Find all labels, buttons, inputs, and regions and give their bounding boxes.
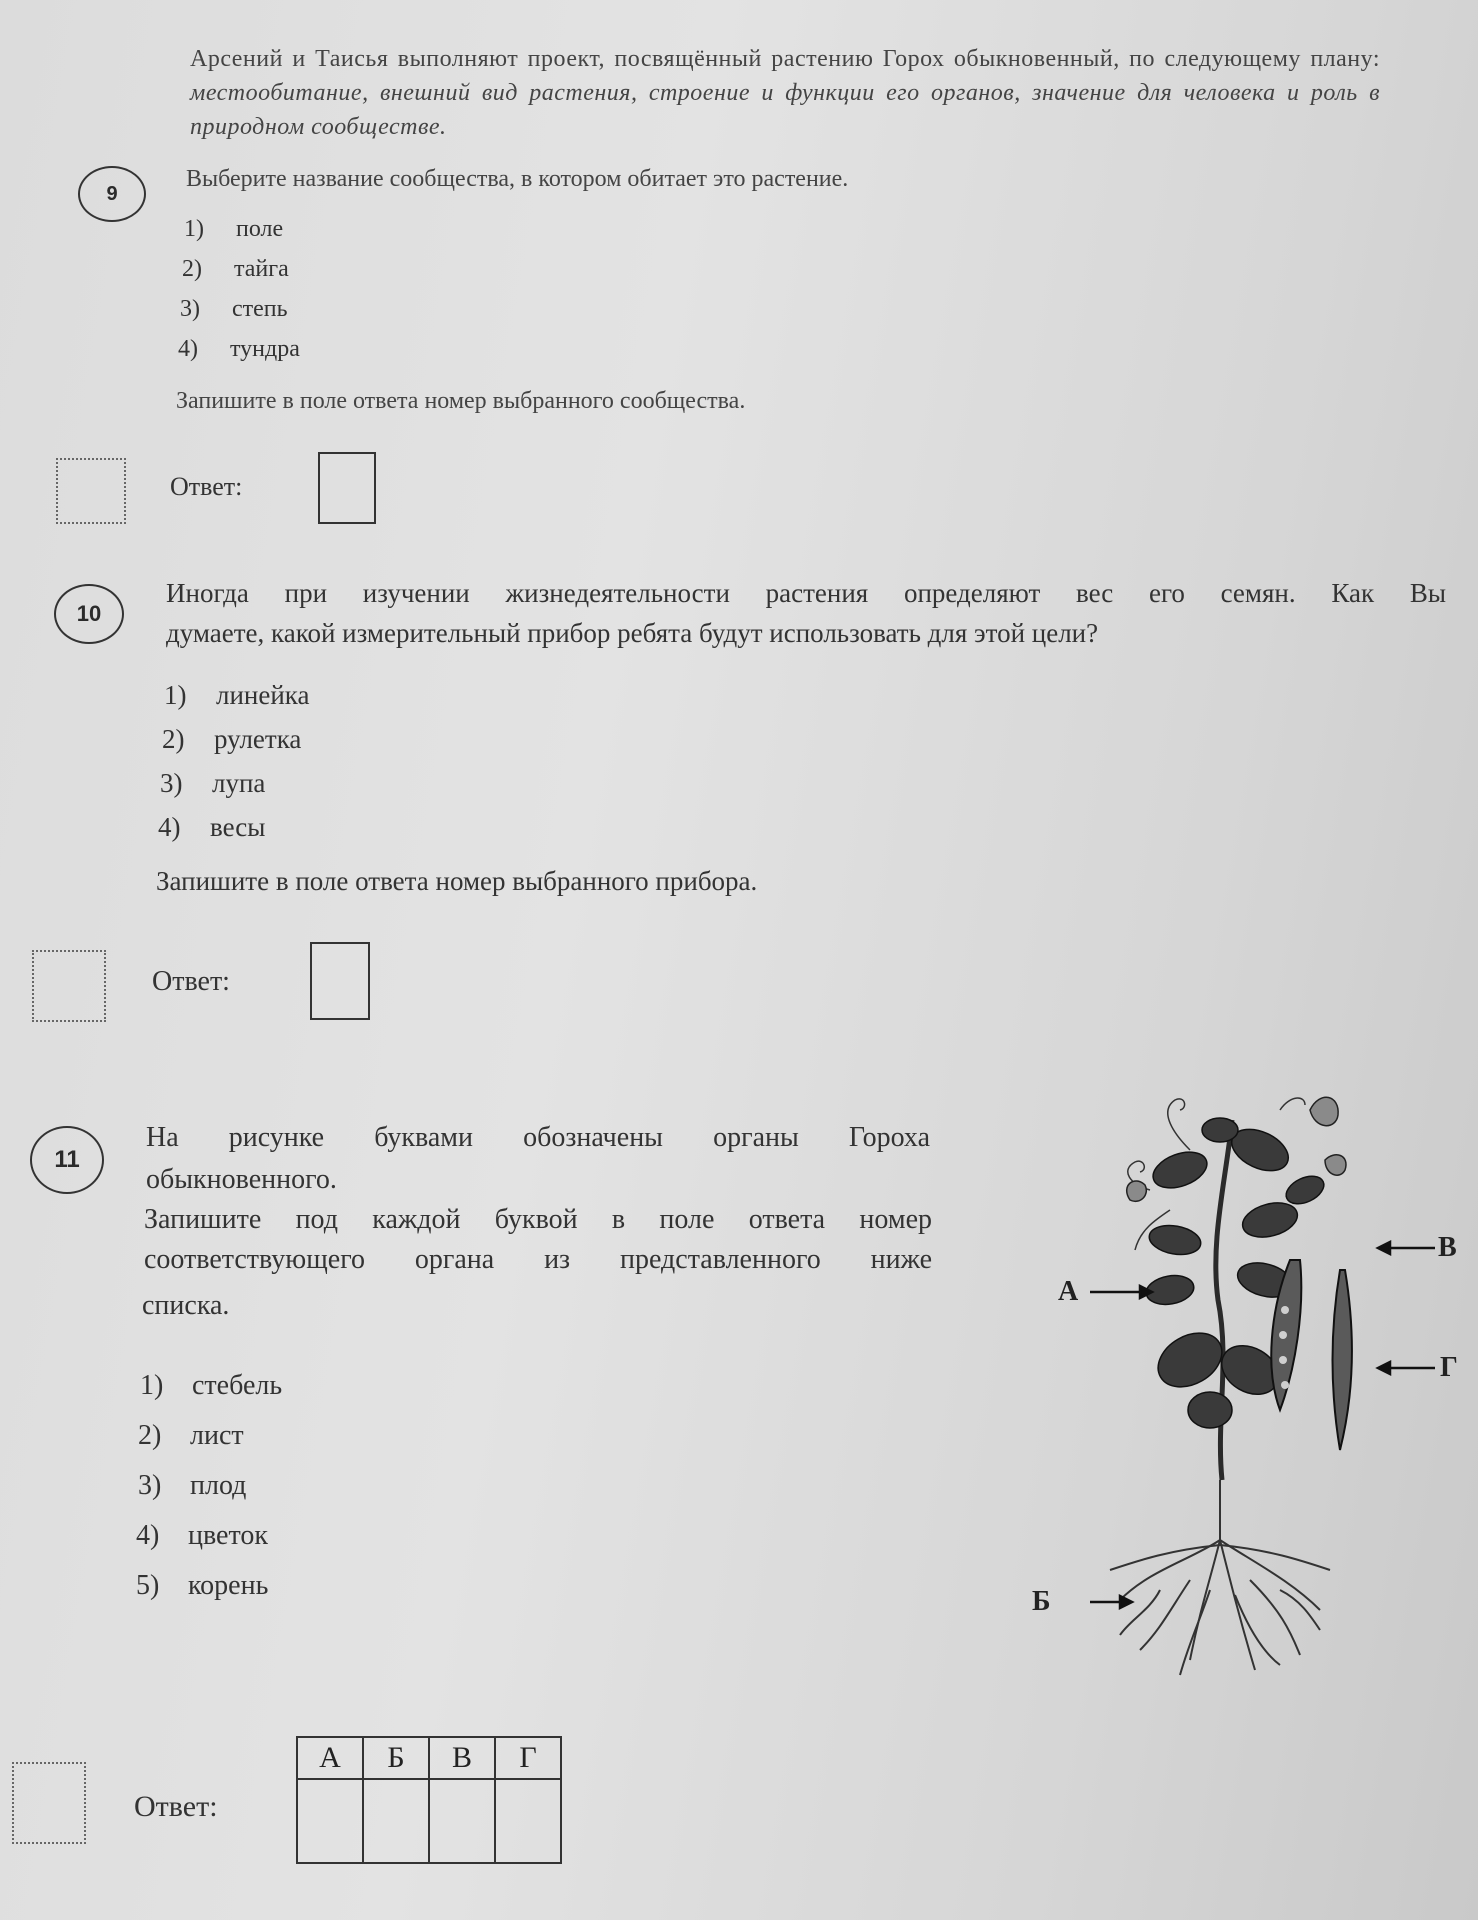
q10-option-1[interactable]: 1) линейка — [164, 680, 310, 710]
answer-header-v: В — [429, 1737, 495, 1779]
answer-table-input-row — [297, 1779, 561, 1863]
question-10-line-2: думаете, какой измерительный прибор ребята будут использовать для этой цели? — [166, 618, 1099, 648]
answer-cell-v[interactable] — [429, 1779, 495, 1863]
answer-cell-a[interactable] — [297, 1779, 363, 1863]
q10-score-box — [32, 950, 106, 1022]
q9-option-3[interactable]: 3) степь — [180, 296, 288, 322]
question-11-line-4: соответствующего органа из представленного ниже — [144, 1244, 932, 1275]
question-9-number: 9 — [78, 166, 146, 222]
q9-option-1[interactable]: 1) поле — [184, 216, 284, 242]
figure-label-g: Г — [1440, 1352, 1458, 1383]
figure-label-a: А — [1058, 1276, 1079, 1307]
intro-plain: Арсений и Таисья выполняют проект, посвящённый растению Горох обыкновенный, по следующему плану: — [190, 46, 1380, 72]
question-11-line-2: обыкновенного. — [146, 1164, 337, 1195]
question-10-line-1: Иногда при изучении жизнедеятельности растения определяют вес его семян. Как Вы — [166, 578, 1446, 608]
question-11-line-1: На рисунке буквами обозначены органы Гороха — [146, 1122, 930, 1153]
q10-option-3[interactable]: 3) лупа — [160, 768, 266, 798]
q9-option-2[interactable]: 2) тайга — [182, 256, 289, 282]
q11-option-5: 5) корень — [136, 1570, 269, 1601]
roots-drawing — [1110, 1480, 1330, 1675]
question-11-line-5: списка. — [142, 1290, 230, 1321]
figure-label-v: В — [1438, 1232, 1457, 1263]
q11-option-1: 1) стебель — [140, 1370, 283, 1401]
q9-answer-label: Ответ: — [170, 472, 243, 501]
q9-option-4[interactable]: 4) тундра — [178, 336, 300, 362]
answer-header-b: Б — [363, 1737, 429, 1779]
q10-answer-field[interactable] — [310, 942, 370, 1020]
q11-option-4: 4) цветок — [136, 1520, 268, 1551]
answer-cell-b[interactable] — [363, 1779, 429, 1863]
q10-instruction: Запишите в поле ответа номер выбранного прибора. — [156, 866, 758, 896]
q11-option-3: 3) плод — [138, 1470, 247, 1501]
answer-header-a: А — [297, 1737, 363, 1779]
intro-italic: местообитание, внешний вид растения, строение и функции его органов, значение для человека и роль в природном сообществе. — [190, 80, 1380, 140]
question-10-number: 10 — [54, 584, 124, 644]
q10-option-4[interactable]: 4) весы — [158, 812, 266, 842]
intro-paragraph — [190, 42, 1380, 144]
q9-score-box — [56, 458, 126, 524]
answer-cell-g[interactable] — [495, 1779, 561, 1863]
answer-table-header-row — [297, 1737, 561, 1779]
q11-option-2: 2) лист — [138, 1420, 244, 1451]
pods-drawing — [1271, 1260, 1352, 1450]
q11-answer-table — [296, 1736, 562, 1864]
question-11-line-3: Запишите под каждой буквой в поле ответа номер — [144, 1204, 932, 1235]
label-arrows — [1090, 1242, 1435, 1608]
question-11-number: 11 — [30, 1126, 104, 1194]
q11-score-box — [12, 1762, 86, 1844]
pea-plant-figure — [1040, 1090, 1470, 1690]
q9-answer-field[interactable] — [318, 452, 376, 524]
answer-header-g: Г — [495, 1737, 561, 1779]
q11-answer-label: Ответ: — [134, 1790, 218, 1823]
q9-instruction: Запишите в поле ответа номер выбранного сообщества. — [176, 388, 746, 414]
q10-answer-label: Ответ: — [152, 966, 230, 997]
q10-option-2[interactable]: 2) рулетка — [162, 724, 302, 754]
figure-label-b: Б — [1032, 1586, 1051, 1617]
question-9-text: Выберите название сообщества, в котором обитает это растение. — [186, 166, 849, 192]
